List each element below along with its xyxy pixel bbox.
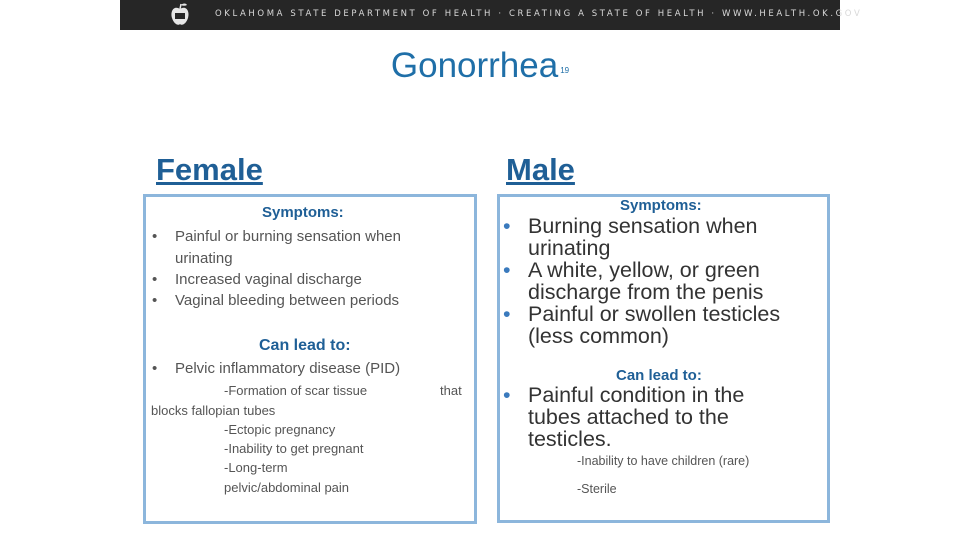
male-lead-item xyxy=(503,384,793,450)
banner-tagline: OKLAHOMA STATE DEPARTMENT OF HEALTH · CREATING A STATE OF HEALTH · WWW.HEALTH.OK.GOV xyxy=(215,9,863,19)
bullet-icon: • xyxy=(503,258,511,282)
male-complication-line: -Inability to have children (rare) xyxy=(577,454,750,468)
female-lead-item xyxy=(152,358,452,380)
male-complication-line: -Sterile xyxy=(577,482,617,496)
male-lead-text: Painful condition in the tubes attached to the testicles. xyxy=(528,383,745,451)
male-symptom-item xyxy=(503,259,818,303)
female-complication-line: blocks fallopian tubes xyxy=(151,403,276,418)
male-symptom-text: A white, yellow, or green discharge from the penis xyxy=(528,258,764,304)
male-symptom-item xyxy=(503,215,818,259)
male-symptoms-label: Symptoms: xyxy=(620,197,702,214)
female-heading: Female xyxy=(156,152,263,187)
female-complication-line: that xyxy=(440,383,462,398)
male-symptom-text: Painful or swollen testicles (less common) xyxy=(528,302,781,348)
female-symptom-item xyxy=(152,226,442,269)
bullet-icon: • xyxy=(152,360,158,377)
female-symptom-text: Vaginal bleeding between periods xyxy=(175,292,400,309)
female-complication-line: -Inability to get pregnant xyxy=(224,441,364,456)
female-complication-line: -Long-term xyxy=(224,460,288,475)
female-complication-line: pelvic/abdominal pain xyxy=(224,480,350,495)
male-symptom-text: Burning sensation when urinating xyxy=(528,214,758,260)
slide-title xyxy=(0,46,960,86)
header-banner xyxy=(120,0,863,30)
male-symptom-item xyxy=(503,303,818,347)
male-heading: Male xyxy=(506,152,575,187)
bullet-icon: • xyxy=(503,302,511,326)
female-complication-line: -Ectopic pregnancy xyxy=(224,422,336,437)
female-leads-label: Can lead to: xyxy=(259,337,351,354)
female-symptom-item xyxy=(152,269,442,291)
bullet-icon: • xyxy=(503,383,511,407)
female-symptom-text: Painful or burning sensation when urinating xyxy=(175,228,401,267)
bullet-icon: • xyxy=(152,228,158,245)
bullet-icon: • xyxy=(152,292,158,309)
female-symptom-text: Increased vaginal discharge xyxy=(175,271,362,288)
title-reference: 19 xyxy=(560,66,570,75)
male-leads-label: Can lead to: xyxy=(616,367,702,384)
female-lead-text: Pelvic inflammatory disease (PID) xyxy=(175,360,401,377)
female-symptoms-label: Symptoms: xyxy=(262,204,344,221)
bullet-icon: • xyxy=(152,271,158,288)
bullet-icon: • xyxy=(503,214,511,238)
oklahoma-apple-logo-icon xyxy=(170,2,190,28)
female-symptom-item xyxy=(152,290,442,312)
slide-title-text: Gonorrhea xyxy=(390,46,559,85)
female-complication-line: -Formation of scar tissue xyxy=(224,383,368,398)
